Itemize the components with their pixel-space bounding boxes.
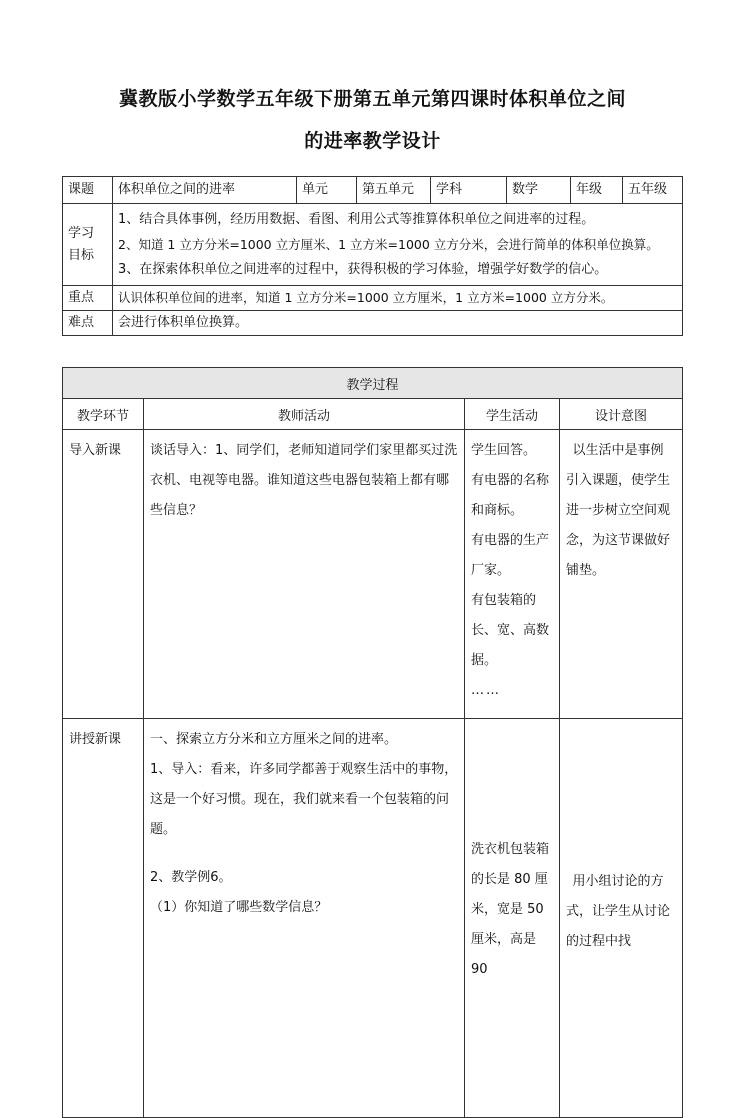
teacher-paragraph: 2、教学例6。 xyxy=(150,870,232,885)
column-header-student: 学生活动 xyxy=(465,399,560,430)
unit-label: 单元 xyxy=(297,177,357,204)
unit-value: 第五单元 xyxy=(357,177,431,204)
student-paragraph: 有包装箱的长、宽、高数据。 xyxy=(471,593,550,668)
goal-item-1: 1、结合具体事例，经历用数据、看图、利用公式等推算体积单位之间进率的过程。 xyxy=(118,212,595,227)
topic-value: 体积单位之间的进率 xyxy=(113,177,297,204)
teacher-activity-cell xyxy=(144,719,465,1118)
subject-label: 学科 xyxy=(431,177,507,204)
teacher-paragraph: （1）你知道了哪些数学信息？ xyxy=(150,900,328,915)
key-value: 认识体积单位间的进率，知道 1 立方分米=1000 立方厘米，1 立方米=1000 立方分米。 xyxy=(113,286,683,311)
teacher-paragraph: 一、探索立方分米和立方厘米之间的进率。 xyxy=(150,732,398,747)
column-header-stage: 教学环节 xyxy=(63,399,144,430)
document-title-line-2: 的进率教学设计 xyxy=(304,130,441,152)
grade-label: 年级 xyxy=(571,177,623,204)
student-paragraph: 洗衣机包装箱的长是 80 厘米，宽是 50 厘米，高是 90 xyxy=(471,842,550,977)
info-row-topic xyxy=(63,177,683,204)
stage-cell: 导入新课 xyxy=(63,430,144,719)
design-intent-cell xyxy=(560,719,683,1118)
info-row-difficulty xyxy=(63,311,683,336)
intent-paragraph: 以生活中是事例引入课题，使学生进一步树立空间观念，为这节课做好铺垫。 xyxy=(566,443,671,578)
student-paragraph: 有电器的名称和商标。 xyxy=(471,473,550,518)
goals-label-line-1: 学习 xyxy=(68,225,95,241)
goal-item-2: 2、知道 1 立方分米=1000 立方厘米、1 立方米=1000 立方分米，会进行简单的体积单位换算。 xyxy=(118,237,659,252)
design-intent-cell xyxy=(560,430,683,719)
column-header-intent: 设计意图 xyxy=(560,399,683,430)
student-paragraph: 有电器的生产厂家。 xyxy=(471,533,550,578)
teacher-paragraph: 谈话导入：1、同学们，老师知道同学们家里都买过洗衣机、电视等电器。谁知道这些电器包装箱上都有哪些信息？ xyxy=(150,443,458,518)
goal-item-3: 3、在探索体积单位之间进率的过程中，获得积极的学习体验，增强学好数学的信心。 xyxy=(118,262,608,277)
student-activity-cell xyxy=(465,430,560,719)
goals-label xyxy=(63,204,113,286)
student-activity-cell xyxy=(465,719,560,1118)
goals-list xyxy=(113,204,683,286)
info-row-goals xyxy=(63,204,683,286)
key-label: 重点 xyxy=(63,286,113,311)
difficulty-value: 会进行体积单位换算。 xyxy=(113,311,683,336)
document-title-line-1: 冀教版小学数学五年级下册第五单元第四课时体积单位之间 xyxy=(118,88,626,110)
lesson-info-table xyxy=(62,176,683,336)
grade-value: 五年级 xyxy=(623,177,683,204)
info-row-key xyxy=(63,286,683,311)
teacher-paragraph: 1、导入：看来，许多同学都善于观察生活中的事物，这是一个好习惯。现在，我们就来看一个包装箱的问题。 xyxy=(150,762,458,837)
process-row-intro xyxy=(63,430,683,719)
column-header-teacher: 教师活动 xyxy=(144,399,465,430)
student-ellipsis: …… xyxy=(471,683,501,698)
teacher-activity-cell xyxy=(144,430,465,719)
subject-value: 数学 xyxy=(507,177,571,204)
teaching-process-table xyxy=(62,367,683,1118)
topic-label: 课题 xyxy=(63,177,113,204)
difficulty-label: 难点 xyxy=(63,311,113,336)
intent-paragraph: 用小组讨论的方式，让学生从讨论的过程中找 xyxy=(566,874,671,949)
student-paragraph: 学生回答。 xyxy=(471,443,537,458)
process-column-headers xyxy=(63,399,683,430)
goals-label-line-2: 目标 xyxy=(68,247,95,263)
process-header: 教学过程 xyxy=(63,368,683,399)
process-row-new-lesson xyxy=(63,719,683,1118)
stage-cell: 讲授新课 xyxy=(63,719,144,1118)
